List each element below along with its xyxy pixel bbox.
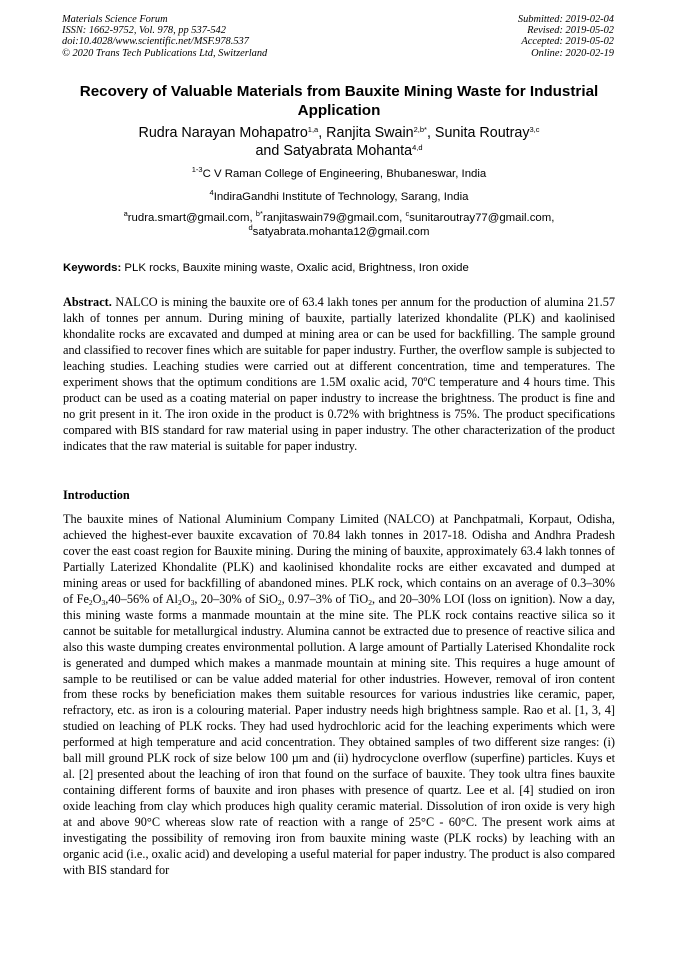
date-revised: Revised: 2019-05-02 bbox=[527, 25, 614, 37]
date-submitted: Submitted: 2019-02-04 bbox=[517, 14, 614, 25]
journal-doi: doi:10.4028/www.scientific.net/MSF.978.537 bbox=[62, 36, 249, 48]
author-affiliation-mark: 3,c bbox=[529, 125, 540, 134]
affiliation: $^{1-3}$C V Raman College of Engineering, Bhubaneswar, India bbox=[191, 165, 487, 180]
email-link[interactable]: rudra.smart@gmail.com, bbox=[127, 212, 256, 224]
author-list: Rudra Narayan Mohapatro$^{1,a}$, Ranjita Swain$^{2,b*}$, Sunita Routray$^{3,c}$ and Satyabrata Mohanta$^{4,d}$ bbox=[138, 125, 540, 159]
author-name: Satyabrata Mohanta bbox=[283, 143, 413, 159]
keywords-text: PLK rocks, Bauxite mining waste, Oxalic acid, Brightness, Iron oxide bbox=[121, 262, 469, 274]
journal-info bbox=[62, 14, 267, 59]
abstract bbox=[63, 295, 615, 455]
keywords-label: Keywords: bbox=[63, 262, 122, 274]
keywords bbox=[63, 261, 615, 275]
affiliation: $^4$IndiraGandhi Institute of Technology, Sarang, India bbox=[209, 188, 469, 203]
date-online: Online: 2020-02-19 bbox=[531, 47, 614, 59]
email-link[interactable]: satyabrata.mohanta12@gmail.com bbox=[252, 226, 430, 238]
email-link[interactable]: ranjitaswain79@gmail.com, bbox=[262, 212, 406, 224]
date-accepted: Accepted: 2019-05-02 bbox=[521, 36, 614, 48]
journal-copyright: © 2020 Trans Tech Publications Ltd, Switzerland bbox=[62, 47, 268, 59]
introduction-text: The bauxite mines of National Aluminium Company Limited (NALCO) at Panchpatmali, Korpaut, Odisha, achieved the highest-ever bauxite excavation of 70.84 lakh tonnes in 2017-18. Odisha and Andhra Pradesh cover the east coast region for Bauxite mining. During the mining of bauxite, approximately 63.4 lakh tonnes of Partially Laterized Khondalite (PLK) and kaolinised khondalite rocks are either excavated and dumped at mining areas or used for backfilling of abandoned mines. PLK rock, which contains on an average of 0.3–30% of $Fe_2O_3,40-56\%$ of $Al_2O_3$, 20–30% of SiO$_2$, 0.97–3% of TiO$_2$, and 20–30% LOI (loss on ignition). Now a day, this mining waste forms a manmade mountain at the mine site. The PLK rock contains reactive silica so it cannot be suitable for metallurgical industry. Alumina cannot be extracted due to presence of reactive silica and also this waste dumping creates environmental pollution. A large amount of Partially Laterised Khondalite rock is generated and dumped which makes a manmade mountain at mining site. This requires a huge amount of sample to be reutilised or can be value added material for other industries. However, removal of iron content from these rocks by beneficiation makes them suitable resources for various industries like ceramic, paper, refractory, etc. as iron is a colouring material. Paper industry needs high brightness sample. Rao et al. [1, 3, 4] studied on leaching of PLK rocks. They had used hydrochloric acid for the leaching experiments which were performed at high temperature and acid concentration. They obtained samples of two different size ranges: (i) ball mill ground PLK rock of size below 100 µm and (ii) hydrocyclone overflow (superfine) particles. Kuys et al. [2] presented about the leaching of iron that found on the surface of bauxite. They took ultra fines bauxite containing different forms of bauxite and iron phases with presence of quartz. Lee et al. [4] studied on iron oxide leaching from clay which produces high quality ceramic material. Dissolution of iron oxide is very high at and above 90°C whereas slow rate of reaction with a range of 25°C - 60°C. The present work aims at investigating the possibility of removing iron from bauxite mining waste (PLK rocks) by leaching with an organic acid (i.e., oxalic acid) and developing a useful material for paper industry. The product is also compared with BIS standard for bbox=[63, 512, 615, 877]
author-affiliation-mark: 1,a bbox=[307, 125, 319, 134]
journal-issn: ISSN: 1662-9752, Vol. 978, pp 537-542 bbox=[62, 25, 226, 37]
section-heading-introduction: Introduction bbox=[63, 488, 130, 502]
abstract-text: NALCO is mining the bauxite ore of 63.4 lakh tones per annum for the production of alumina 21.57 lakh of tonnes per annum. During mining of bauxite, partially laterized khondalite (PLK) and kaolinised khondalite rocks are excavated and dumped at mining area or can be used for backfilling. The sample ground and classified to recover fines which are suitable for paper industry. Further, the overflow sample is subjected to leaching studies. Leaching studies were carried out at different concentration, time and temperatures. The experiment shows that the optimum conditions are 1.5M oxalic acid, 70ºC temperature and 4 hours time. This product can be used as a coating material on paper industry to increase the brightness. The product is fine and no grit present in it. The iron oxide in the product is 0.72% with brightness is 75%. The product specifications compared with BIS standard for raw material using in paper industry. The other characterization of the product indicates that the raw material is suitable for paper industry. bbox=[63, 295, 615, 453]
abstract-label: Abstract. bbox=[63, 295, 112, 309]
submission-dates bbox=[518, 14, 614, 59]
author-name: Rudra Narayan Mohapatro bbox=[138, 125, 308, 141]
author-affiliation-mark: 4,d bbox=[412, 143, 423, 152]
author-name: Sunita Routray bbox=[434, 125, 530, 141]
author-name: Ranjita Swain bbox=[326, 125, 414, 141]
journal-name: Materials Science Forum bbox=[62, 14, 168, 25]
email-link[interactable]: sunitaroutray77@gmail.com, bbox=[409, 212, 555, 224]
author-affiliation-mark: 2,b* bbox=[413, 125, 427, 134]
paper-title: Recovery of Valuable Materials from Bauxite Mining Waste for Industrial Application bbox=[79, 83, 599, 119]
author-emails: $^a$rudra.smart@gmail.com, $^{b*}$ranjitaswain79@gmail.com, $^c$sunitaroutray77@gmail.com, $^d$satyabrata.mohanta12@gmail.com bbox=[123, 209, 555, 238]
